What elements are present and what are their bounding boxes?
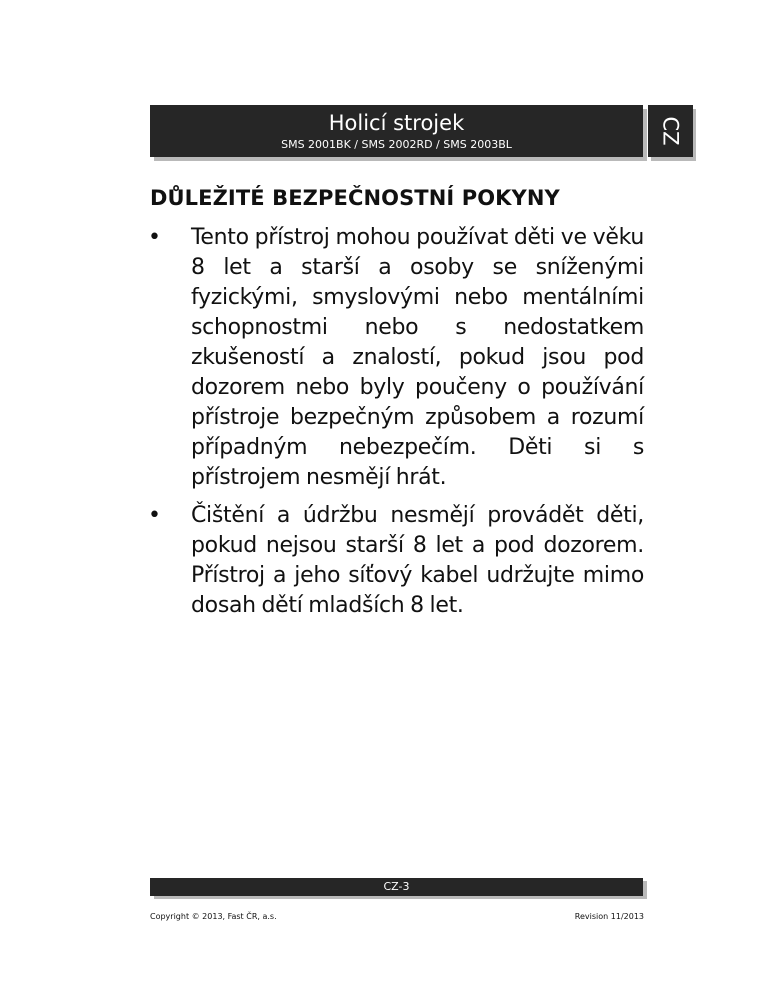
list-item-text: Čištění a údržbu nesmějí provádět děti, pokud nejsou starší 8 let a pod dozorem. Přístroj a jeho síťový kabel udržujte mimo dosah dětí mladších 8 let. [191, 503, 644, 618]
model-numbers: SMS 2001BK / SMS 2002RD / SMS 2003BL [281, 138, 512, 151]
page-number: CZ-3 [383, 880, 410, 893]
bullet-icon: • [148, 503, 161, 528]
footer-bar [150, 878, 643, 896]
safety-instructions-list [148, 223, 644, 629]
document-title: Holicí strojek [328, 111, 465, 135]
copyright-text: Copyright © 2013, Fast ČR, a.s. [150, 912, 277, 921]
language-code: CZ [658, 116, 683, 146]
list-item [148, 223, 644, 493]
revision-text: Revision 11/2013 [574, 912, 644, 921]
list-item-text: Tento přístroj mohou používat děti ve věku 8 let a starší a osoby se sníženými fyzickými, smyslovými nebo mentálními schopnostmi nebo s nedostatkem zkušeností a znalostí, pokud jsou pod dozorem nebo byly poučeny o používání přístroje bezpečným způsobem a rozumí případným nebezpečím. Děti si s přístrojem nesmějí hrát. [191, 225, 644, 490]
header-bar [150, 105, 643, 157]
list-item [148, 501, 644, 621]
bullet-icon: • [148, 225, 161, 250]
section-title: DŮLEŽITÉ BEZPEČNOSTNÍ POKYNY [150, 186, 560, 210]
language-tab [648, 105, 693, 157]
